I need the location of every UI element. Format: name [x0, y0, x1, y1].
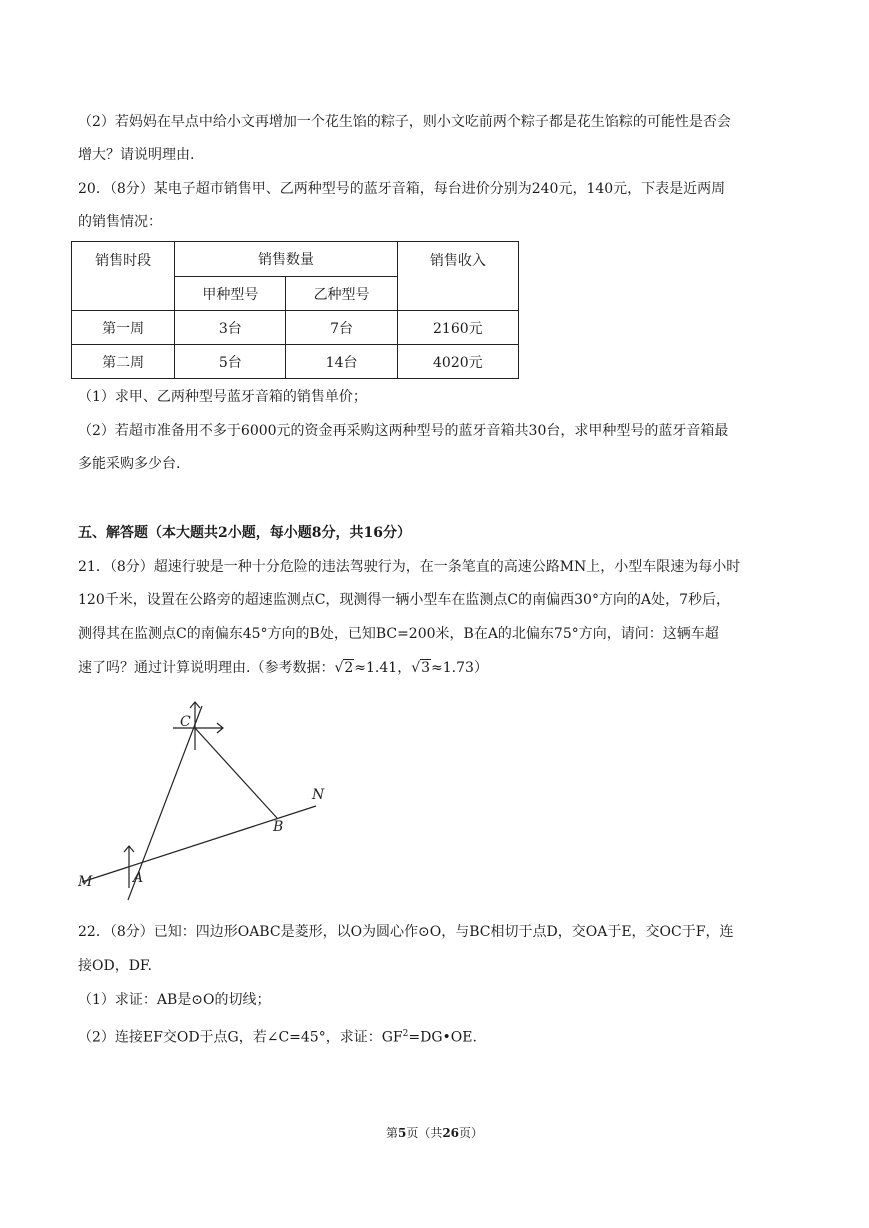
- exponent: 2: [402, 1029, 409, 1039]
- cell-type-b: 7台: [286, 311, 397, 345]
- cell-income: 2160元: [397, 311, 518, 345]
- cell-period: 第一周: [72, 311, 175, 345]
- q22-part2: [78, 1024, 477, 1048]
- header-type-a: 甲种型号: [175, 277, 286, 311]
- q22-part1: （1）求证：AB是⊙O的切线；: [78, 992, 271, 1008]
- q20-line2: 的销售情况：: [78, 214, 162, 230]
- cell-type-a: 3台: [175, 311, 286, 345]
- q19-part2-line1: （2）若妈妈在早点中给小文再增加一个花生馅的粽子，则小文吃前两个粽子都是花生馅粽的可能性是否会: [78, 114, 731, 130]
- sqrt-3: √3: [411, 660, 431, 676]
- q22-line2: 接OD，DF.: [78, 958, 152, 974]
- label-c: C: [180, 714, 191, 730]
- cell-type-b: 14台: [286, 345, 397, 379]
- header-quantity: 销售数量: [175, 242, 397, 277]
- sales-table: [71, 241, 519, 379]
- line-cb: [195, 728, 277, 818]
- q22-part2-text: （2）连接EF交OD于点G，若∠C=45°，求证：GF: [78, 1029, 403, 1046]
- header-type-b: 乙种型号: [286, 277, 397, 311]
- page-number: 5: [397, 1126, 407, 1140]
- q21-line1: 21．（8分）超速行驶是一种十分危险的违法驾驶行为，在一条笔直的高速公路MN上，小型车限速为每小时: [78, 559, 741, 575]
- q21-line4: [78, 658, 488, 678]
- approx-value-2: ≈1.73）: [431, 660, 488, 676]
- q21-line4-text: 速了吗？通过计算说明理由.（参考数据：: [78, 660, 335, 676]
- table-row: [72, 311, 519, 345]
- table-row: [72, 345, 519, 379]
- q22-line1: 22．（8分）已知：四边形OABC是菱形，以O为圆心作⊙O，与BC相切于点D，交OA于E，交OC于F，连: [78, 924, 734, 940]
- label-b: B: [273, 819, 284, 835]
- cell-type-a: 5台: [175, 345, 286, 379]
- speed-diagram: [70, 688, 340, 913]
- label-n: N: [312, 787, 325, 803]
- q19-part2-line2: 增大？请说明理由.: [78, 147, 195, 163]
- q20-part1: （1）求甲、乙两种型号蓝牙音箱的销售单价；: [78, 389, 367, 405]
- header-period: 销售时段: [72, 242, 175, 311]
- label-a: A: [133, 870, 144, 886]
- q21-line2: 120千米，设置在公路旁的超速监测点C，现测得一辆小型车在监测点C的南偏西30°方向的A处，7秒后，: [78, 592, 730, 608]
- header-income: 销售收入: [397, 242, 518, 311]
- label-m: M: [78, 874, 93, 890]
- page-footer: 第5页（共26页）: [385, 1126, 484, 1140]
- q22-part2-tail: =DG•OE.: [408, 1029, 477, 1046]
- page-total: 26: [442, 1126, 460, 1140]
- highway-line: [82, 806, 316, 882]
- q20-part2-line2: 多能采购多少台.: [78, 456, 181, 472]
- sqrt-2: √2: [334, 660, 354, 676]
- q20-line1: 20．（8分）某电子超市销售甲、乙两种型号的蓝牙音箱，每台进价分别为240元，140元，下表是近两周: [78, 181, 726, 197]
- section-heading: 五、解答题（本大题共2小题，每小题8分，共16分）: [78, 525, 411, 541]
- q20-part2-line1: （2）若超市准备用不多于6000元的资金再采购这两种型号的蓝牙音箱共30台，求甲种型号的蓝牙音箱最: [78, 423, 729, 439]
- cell-income: 4020元: [397, 345, 518, 379]
- q21-line3: 测得其在监测点C的南偏东45°方向的B处，已知BC=200米，B在A的北偏东75°方向，请问：这辆车超: [78, 626, 719, 642]
- approx-value-1: ≈1.41，: [354, 660, 412, 676]
- cell-period: 第二周: [72, 345, 175, 379]
